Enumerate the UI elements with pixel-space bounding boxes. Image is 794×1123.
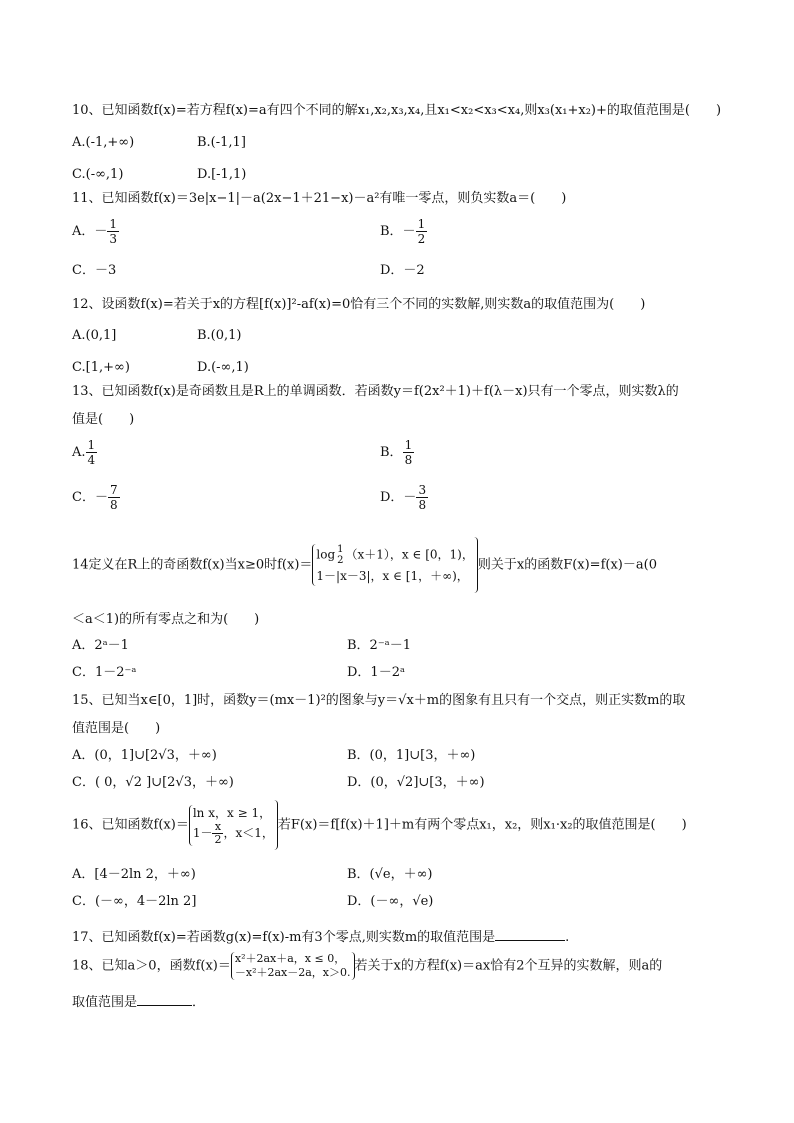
q16-stem — [72, 800, 687, 850]
q12-option-a: A.(0,1] — [72, 328, 117, 343]
q13-a-fraction: $\frac{1}{4}$ — [87, 438, 96, 467]
q13-c-label: C．－ — [72, 490, 108, 505]
q11-b-fraction: $\frac{1}{2}$ — [417, 217, 426, 246]
q13-b-fraction: $\frac{1}{8}$ — [404, 438, 413, 467]
q17-stem-end: . — [565, 930, 570, 945]
q11-b-label: B．－ — [380, 224, 416, 239]
q12-option-c: C.[1,+∞) — [72, 360, 130, 375]
q16-option-d: D．(－∞，√e) — [347, 894, 434, 909]
q10-option-c: C.(-∞,1) — [72, 167, 124, 182]
q18-stem-post: 若关于x的方程f(x)＝ax恰有2个互异的实数解，则a的 — [354, 958, 663, 974]
q11-a-label: A．－ — [72, 224, 108, 239]
q16-stem-post: 若F(x)＝f[f(x)＋1]＋m有两个零点x₁，x₂，则x₁·x₂的取值范围是( ) — [277, 817, 687, 833]
q18-piecewise: x²＋2ax＋a，x ≤ 0， －x²＋2ax－2a，x＞0. — [231, 952, 351, 980]
q18-stem-pre: 18、已知a＞0，函数f(x)＝ — [72, 958, 231, 974]
q16-stem-pre: 16、已知函数f(x)＝ — [72, 817, 189, 833]
q12-option-d: D.(-∞,1) — [197, 360, 249, 375]
q12-option-b: B.(0,1) — [197, 328, 242, 343]
q13-c-fraction: $\frac{7}{8}$ — [109, 483, 118, 512]
q11-a-fraction: $\frac{1}{3}$ — [109, 217, 118, 246]
q15-option-d: D．(0，√2]∪[3，＋∞) — [347, 775, 485, 790]
q15-option-c: C．( 0，√2 ]∪[2√3，＋∞) — [72, 775, 234, 790]
q10-stem: 10、已知函数f(x)=若方程f(x)=a有四个不同的解x₁,x₂,x₃,x₄,且x₁<x₂<x₃<x₄,则x₃(x₁+x₂)+的取值范围是( ) — [72, 103, 722, 118]
q13-d-fraction: $\frac{3}{8}$ — [418, 483, 427, 512]
q14-piecewise: log 1 2 （x＋1），x ∈ [0，1)， 1－|x－3|，x ∈ [1，＋∞)， — [312, 544, 473, 586]
q13-b-label: B． — [380, 445, 403, 460]
q13-stem-line2: 值是( ) — [72, 412, 135, 427]
q13-d-label: D．－ — [380, 490, 417, 505]
q15-stem-line2: 值范围是( ) — [72, 721, 161, 736]
q18-stem-line2 — [72, 993, 205, 1012]
q10-option-a: A.(-1,+∞) — [72, 135, 135, 150]
q17-answer-blank[interactable] — [495, 928, 565, 941]
q14-stem-line1 — [72, 537, 657, 593]
q14-option-a: A．2ᵃ－1 — [72, 638, 129, 653]
q14-stem-pre: 14定义在R上的奇函数f(x)当x≥0时f(x)＝ — [72, 557, 313, 573]
q16-option-a: A．[4－2ln 2，＋∞) — [72, 867, 196, 882]
q18-stem-end: ． — [192, 995, 206, 1010]
q17-stem-text: 17、已知函数f(x)=若函数g(x)=f(x)-m有3个零点,则实数m的取值范围是 — [72, 930, 496, 945]
q11-option-d: D．－2 — [380, 263, 425, 278]
q18-answer-blank[interactable] — [137, 993, 192, 1006]
q13-option-b — [380, 438, 414, 467]
q10-option-b: B.(-1,1] — [197, 135, 246, 150]
q14-option-b: B．2⁻ᵃ－1 — [347, 638, 411, 653]
q11-option-c: C．－3 — [72, 263, 117, 278]
q18-stem-line1 — [72, 952, 662, 980]
q16-fraction: $\frac{x}{2}$ — [214, 819, 222, 846]
q15-stem-line1: 15、已知当x∈[0，1]时，函数y＝(mx－1)²的图象与y＝√x＋m的图象有且只有一个交点，则正实数m的取 — [72, 693, 686, 708]
q13-option-d — [380, 483, 428, 512]
q13-option-a — [72, 438, 97, 467]
q12-stem: 12、设函数f(x)=若关于x的方程[f(x)]²-af(x)=0恰有三个不同的实数解,则实数a的取值范围为( ) — [72, 297, 646, 312]
q14-option-c: C．1－2⁻ᵃ — [72, 665, 137, 680]
q14-log-base: 1 2 — [337, 544, 344, 566]
q15-option-b: B．(0，1]∪[3，＋∞) — [347, 748, 476, 763]
q11-stem: 11、已知函数f(x)＝3e|x−1|－a(2x−1＋21−x)－a²有唯一零点，则负实数a＝( ) — [72, 191, 567, 206]
q16-option-b: B．(√e，＋∞) — [347, 867, 433, 882]
q15-option-a: A．(0，1]∪[2√3，＋∞) — [72, 748, 217, 763]
q11-option-b — [380, 217, 427, 246]
q16-option-c: C．(－∞，4－2ln 2] — [72, 894, 197, 909]
q14-stem-post: 则关于x的函数F(x)=f(x)－a(0 — [477, 557, 657, 573]
q11-option-a — [72, 217, 119, 246]
q10-option-d: D.[-1,1) — [197, 167, 247, 182]
q17-stem — [72, 928, 569, 947]
q13-a-label: A. — [72, 445, 86, 460]
q16-piecewise: ln x，x ≥ 1， 1－ $\frac{x}{2}$ ，x＜1， — [189, 805, 274, 846]
q13-stem-line1: 13、已知函数f(x)是奇函数且是R上的单调函数．若函数y＝f(2x²＋1)＋f(λ－x)只有一个零点，则实数λ的 — [72, 384, 679, 399]
q13-option-c — [72, 483, 120, 512]
q18-stem2-text: 取值范围是 — [72, 995, 138, 1010]
q14-option-d: D．1－2ᵃ — [347, 665, 405, 680]
q14-stem-line2: ＜a＜1)的所有零点之和为( ) — [72, 612, 260, 627]
